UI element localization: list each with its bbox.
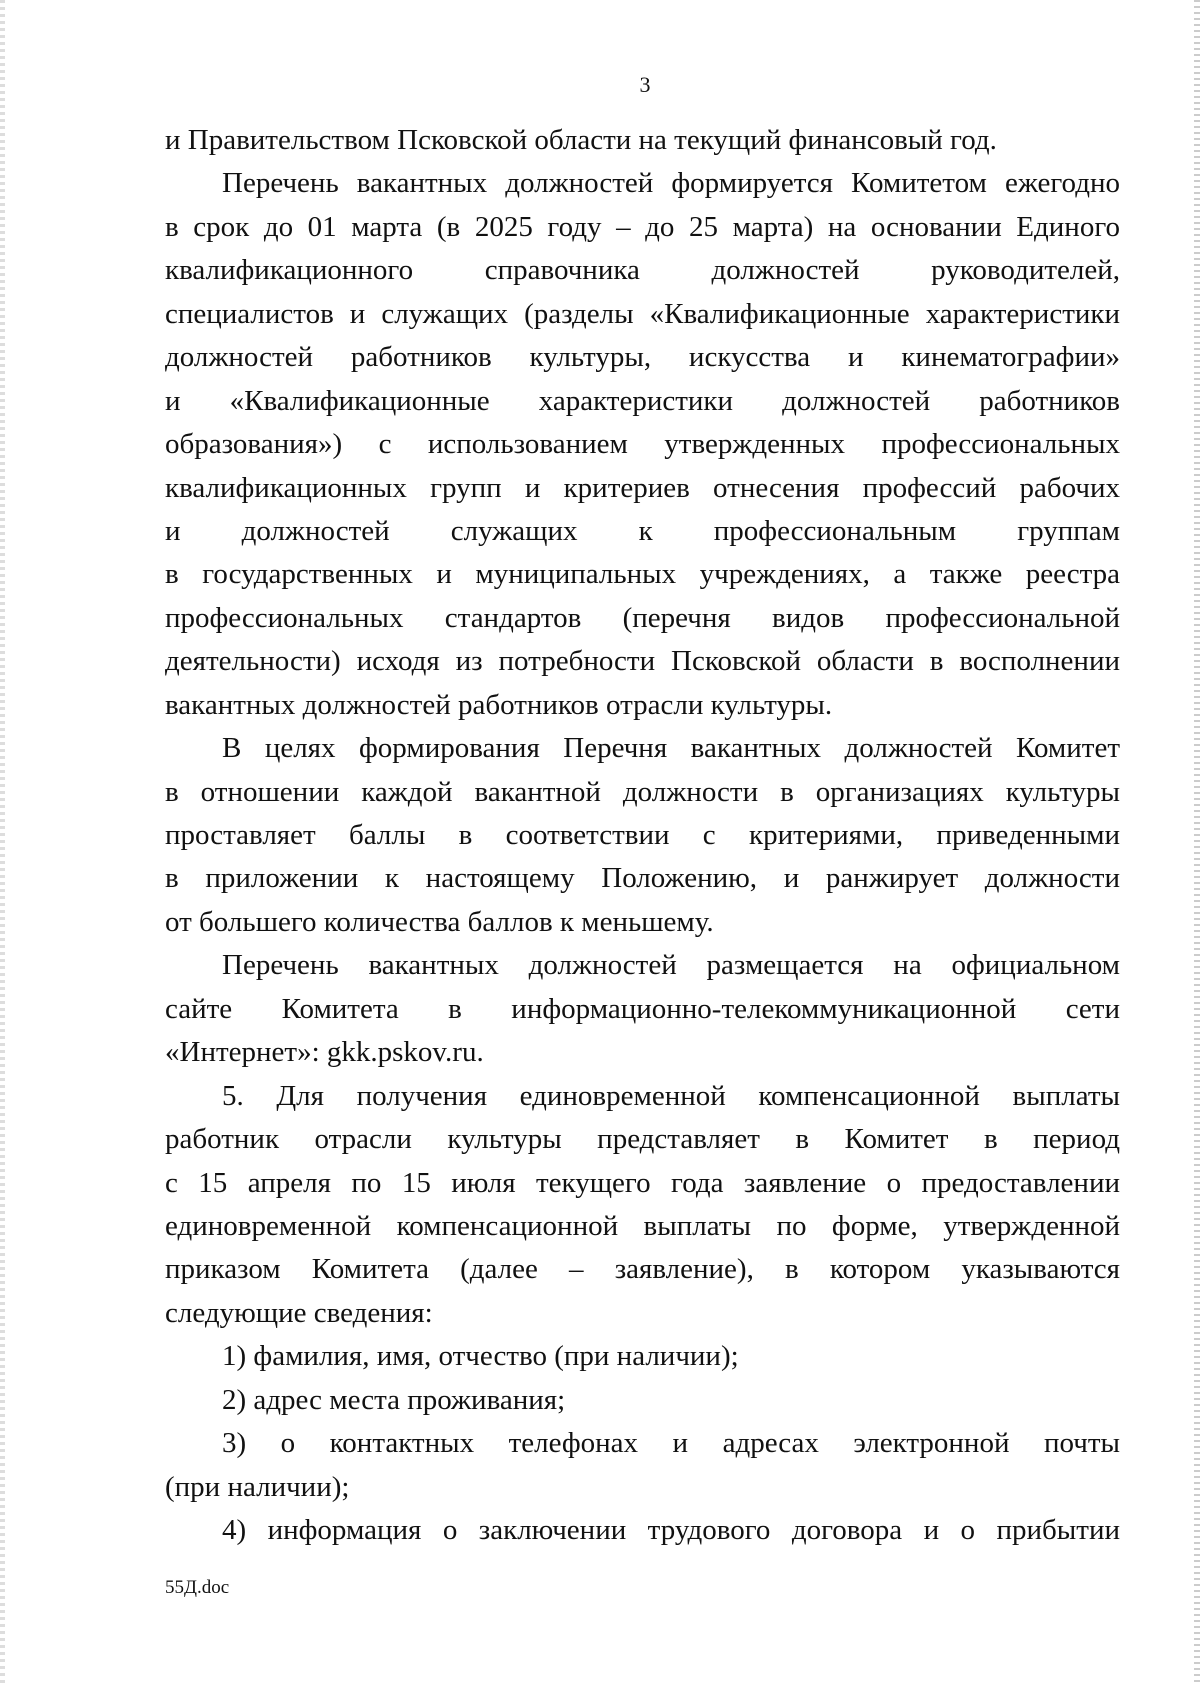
text-line: (при наличии); [165, 1470, 350, 1503]
text-line: вакантных должностей работников отрасли культуры. [165, 688, 833, 721]
text-line: в срок до 01 марта (в 2025 году – до 25 марта) на основании Единого [165, 210, 1120, 243]
text-line: Перечень вакантных должностей размещается на официальном [222, 949, 1120, 982]
text-line: в отношении каждой вакантной должности в организациях культуры [165, 775, 1120, 808]
text-line: работник отрасли культуры представляет в Комитет в период [165, 1123, 1120, 1156]
text-line: должностей работников культуры, искусства и кинематографии» [165, 341, 1120, 374]
text-line: сайте Комитета в информационно-телекоммуникационной сети [165, 992, 1120, 1025]
text-line: в государственных и муниципальных учреждениях, а также реестра [165, 558, 1120, 591]
paragraph [165, 727, 1120, 944]
text-line: в приложении к настоящему Положению, и ранжирует должности [165, 862, 1120, 895]
text-line: и «Квалификационные характеристики должностей работников [165, 384, 1120, 417]
text-line: с 15 апреля по 15 июля текущего года заявление о предоставлении [165, 1166, 1120, 1199]
text-line: образования») с использованием утвержденных профессиональных [165, 428, 1120, 461]
text-line: проставляет баллы в соответствии с критериями, приведенными [165, 819, 1120, 851]
footer-filename: 55Д.doc [165, 1577, 230, 1598]
page-number: 3 [639, 72, 651, 97]
text-line: 2) адрес места проживания; [222, 1383, 566, 1416]
paragraph [165, 1075, 1120, 1336]
text-line: Перечень вакантных должностей формируется Комитетом ежегодно [222, 167, 1120, 200]
text-line: специалистов и служащих (разделы «Квалификационные характеристики [165, 297, 1120, 330]
text-line: квалификационного справочника должностей руководителей, [165, 254, 1120, 287]
text-line: В целях формирования Перечня вакантных должностей Комитет [222, 732, 1120, 765]
text-line: 5. Для получения единовременной компенсационной выплаты [222, 1079, 1120, 1112]
paragraph [165, 1379, 1120, 1422]
text-line: и Правительством Псковской области на текущий финансовый год. [165, 124, 997, 156]
text-line: следующие сведения: [165, 1296, 433, 1329]
text-line: «Интернет»: gkk.pskov.ru. [165, 1036, 484, 1069]
text-line: профессиональных стандартов (перечня видов профессиональной [165, 601, 1120, 634]
text-line: деятельности) исходя из потребности Псковской области в восполнении [165, 645, 1120, 678]
text-line: от большего количества баллов к меньшему. [165, 905, 714, 938]
paragraph [165, 119, 1120, 162]
paragraph [165, 1509, 1120, 1552]
paragraph [165, 162, 1120, 727]
text-line: 1) фамилия, имя, отчество (при наличии); [222, 1340, 739, 1373]
text-line: приказом Комитета (далее – заявление), в котором указываются [165, 1253, 1120, 1286]
scan-edge-left [0, 0, 5, 1686]
document-body [165, 119, 1120, 1552]
paragraph [165, 1422, 1120, 1509]
text-line: и должностей служащих к профессиональным группам [165, 514, 1120, 547]
text-line: 4) информация о заключении трудового договора и о прибытии [222, 1514, 1120, 1546]
paragraph [165, 1335, 1120, 1378]
text-line: единовременной компенсационной выплаты по форме, утвержденной [165, 1209, 1120, 1242]
text-line: квалификационных групп и критериев отнесения профессий рабочих [165, 471, 1120, 504]
scan-edge-right [1194, 0, 1200, 1686]
text-line: 3) о контактных телефонах и адресах электронной почты [222, 1427, 1120, 1460]
paragraph [165, 944, 1120, 1074]
